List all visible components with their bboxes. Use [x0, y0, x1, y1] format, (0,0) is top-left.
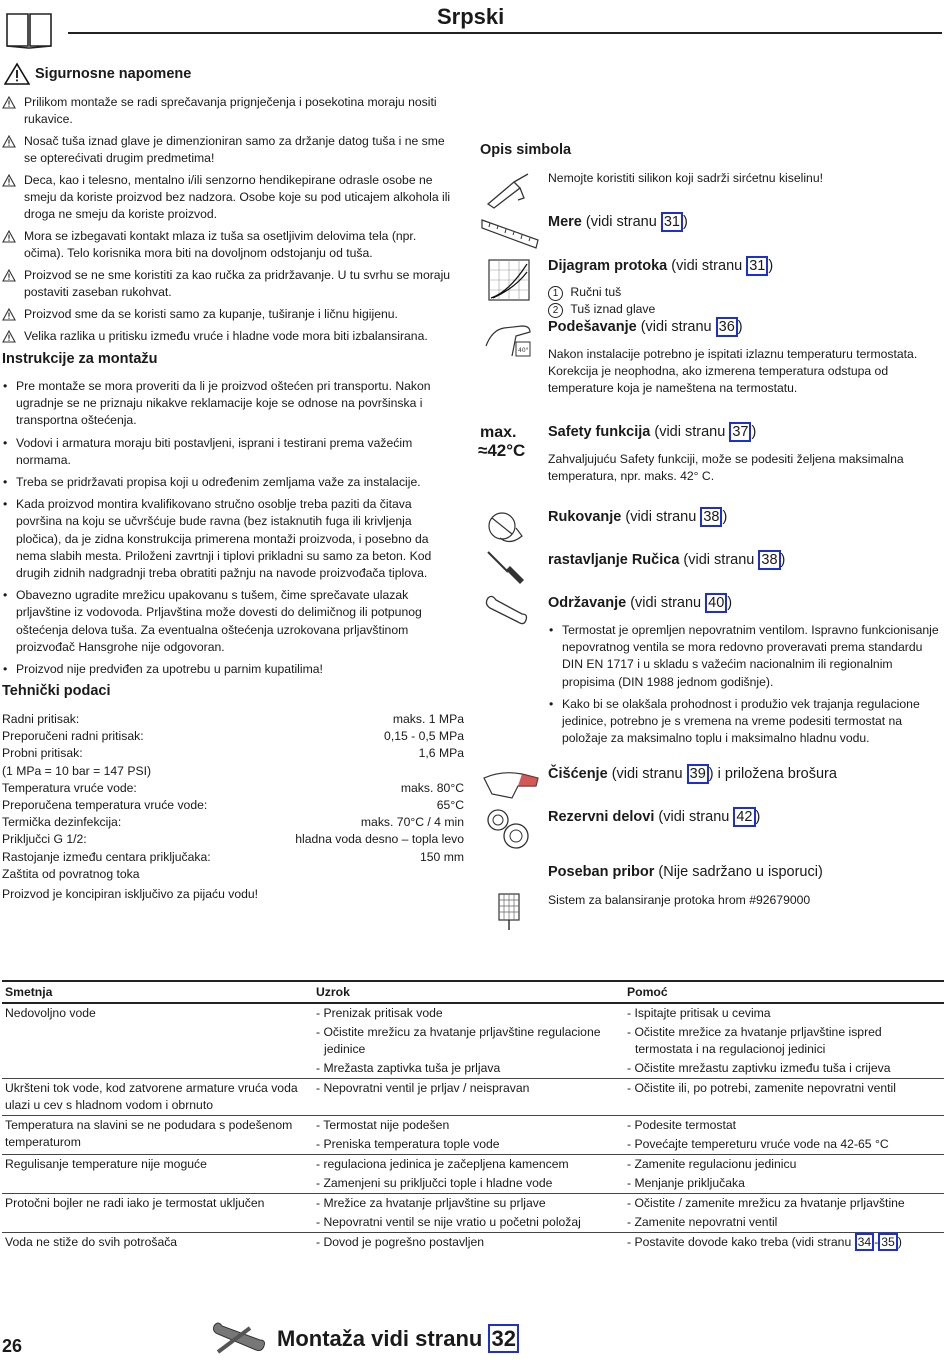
list-item: • Kada proizvod montira kvalifikovano stručno osoblje treba paziti da čitava površina na koju se učvršćuje bude ravna (bez istaknutih fuga ili krivljenja pločica), da je zidna konstrukcija primerena montaži proizvoda, i posebno da nema slabih mesta. Priloženi zavrtnji i tiplovi prikladni su samo za beton. Kod drugih zidnih nadgradnji treba obratiti pažnju na navode proizvođača tiplova.	[2, 496, 455, 582]
list-item: • Pre montaže se mora proveriti da li je proizvod oštećen pri transportu. Nakon ugradnje se ne priznaju nikakve reklamacije koje se odnose na površinska i transportna oštećenja.	[2, 378, 455, 430]
handling-ref: (vidi stranu	[625, 509, 697, 525]
spec-value: 65°C	[436, 797, 464, 812]
installation-list	[2, 378, 455, 683]
silicone-gun-icon	[484, 170, 532, 210]
page-language: Srpski	[437, 4, 505, 29]
table-row	[2, 1155, 944, 1175]
cleaning-heading	[548, 764, 837, 784]
safety-fn-close: )	[751, 424, 757, 440]
installation-title: Instrukcije za montažu	[2, 351, 158, 367]
symbols-title: Opis simbola	[480, 142, 572, 158]
flow-page-link[interactable]: 31	[746, 256, 768, 276]
problem-cell: Temperatura na slavini se ne podudara s podešenom temperaturom	[2, 1116, 313, 1155]
maintenance-list	[548, 622, 943, 752]
list-item: • Treba se pridržavati propisa koji u određenim zemljama važe za instalacije.	[2, 474, 455, 491]
cause-cell: - regulaciona jedinica je začepljena kamencem	[313, 1155, 624, 1175]
spec-label: Temperatura vruće vode:	[2, 780, 137, 795]
spec-label: Termička dezinfekcija:	[2, 815, 122, 830]
spec-label: Preporučena temperatura vruće vode:	[2, 797, 208, 812]
remedy-cell: - Podesite termostat	[624, 1116, 944, 1136]
disassembly-close: )	[780, 552, 786, 568]
technical-title: Tehnički podaci	[2, 683, 111, 699]
spec-row	[2, 728, 464, 745]
spec-row	[2, 711, 464, 728]
safety-fn-ref: (vidi stranu	[654, 424, 726, 440]
adjust-ref: (vidi stranu	[640, 319, 712, 335]
flow-legend-item	[548, 301, 655, 318]
remedy-cell: - Menjanje priključaka	[627, 1176, 745, 1190]
cause-cell: - Mrežice za hvatanje prljavštine su prljave	[313, 1194, 624, 1214]
column-header: Smetnja	[2, 981, 313, 1003]
flow-balancer-icon	[496, 890, 522, 932]
warning-icon	[2, 269, 16, 282]
header-rule	[68, 32, 942, 34]
technical-spec-list	[2, 711, 464, 883]
remedy-cell: - Očistite mrežice za hvatanje prljavštine ispred termostata i na regulacionoj jedinici	[627, 1025, 882, 1056]
svg-text:40°: 40°	[518, 347, 529, 354]
spec-value: maks. 70°C / 4 min	[360, 815, 464, 830]
flow-title: Dijagram protoka	[548, 258, 668, 274]
safety-fn-title: Safety funkcija	[548, 424, 651, 440]
safety-item	[2, 328, 457, 345]
assembly-page-link[interactable]: 32	[488, 1324, 518, 1353]
table-row	[2, 1194, 944, 1214]
table-header-row	[2, 981, 944, 1003]
adjust-heading	[548, 317, 743, 337]
maintenance-ref: (vidi stranu	[630, 595, 702, 611]
adjust-body: Nakon instalacije potrebno je ispitati izlaznu temperaturu termostata. Korekcija je neophodna, ako izmerena temperatura odstupa od temperature koja je nameštena na termostatu.	[548, 347, 918, 396]
handling-close: )	[722, 509, 728, 525]
cause-cell: - Nepovratni ventil se nije vratio u početni položaj	[316, 1215, 581, 1229]
flow-legend-num: 2	[548, 303, 563, 318]
handling-heading	[548, 507, 727, 527]
spec-row	[2, 849, 464, 866]
column-header: Pomoć	[624, 981, 944, 1003]
warning-icon	[2, 96, 16, 109]
table-row	[2, 1003, 944, 1023]
spec-row	[2, 866, 464, 883]
safety-item	[2, 94, 457, 128]
adjust-page-link[interactable]: 36	[716, 317, 738, 337]
spec-row	[2, 780, 464, 797]
safety-fn-heading	[548, 422, 756, 442]
assembly-text: Montaža vidi stranu	[277, 1326, 483, 1351]
flow-ref: (vidi stranu	[671, 258, 743, 274]
cause-cell: - Zamenjeni su priključci tople i hladne vode	[316, 1176, 553, 1190]
table-row	[2, 1079, 944, 1116]
spec-label: Zaštita od povratnog toka	[2, 866, 140, 881]
spare-ref: (vidi stranu	[658, 809, 730, 825]
problem-cell: Regulisanje temperature nije moguće	[2, 1155, 313, 1194]
flow-legend-label: Ručni tuš	[570, 285, 622, 299]
spec-label: Probni pritisak:	[2, 746, 83, 761]
mere-close: )	[682, 214, 688, 230]
list-item: • Proizvod nije predviđen za upotrebu u parnim kupatilima!	[2, 661, 455, 678]
remedy-cell: - Očistite / zamenite mrežicu za hvatanje prljavštine	[624, 1194, 944, 1214]
remedy-cell: - Zamenite nepovratni ventil	[627, 1215, 778, 1229]
disassembly-ref: (vidi stranu	[683, 552, 755, 568]
page-link[interactable]: 35	[878, 1233, 898, 1251]
spec-value: maks. 1 MPa	[392, 712, 464, 726]
problem-cell: Ukršteni tok vode, kod zatvorene armature vruća voda ulazi u cev s hladnom vodom i obrnuto	[2, 1079, 313, 1116]
list-item: • Vodovi i armatura moraju biti postavljeni, isprani i testirani prema važećim normama.	[2, 435, 455, 469]
flow-legend-item	[548, 284, 621, 301]
list-item: • Obavezno ugradite mrežicu upakovanu s tušem, čime sprečavate ulazak prljavštine iz vodovoda. Prljavština može dovesti do delimičnog ili potpunog oštećenja delova tuša. Za eventualna oštećenja uzrokovana prljavštinom proizvođač Hansgrohe nije odgovoran.	[2, 587, 455, 656]
spec-row	[2, 814, 464, 831]
safety-item-text: Proizvod sme da se koristi samo za kupanje, tuširanje i ličnu higijenu.	[24, 307, 398, 321]
cleaning-hand-icon	[482, 764, 542, 804]
problem-cell: Protočni bojler ne radi iako je termostat uključen	[2, 1194, 313, 1233]
troubleshooting-table	[2, 980, 944, 1252]
spec-value: 1,6 MPa	[418, 746, 464, 761]
table-row	[2, 1233, 944, 1253]
spec-row	[2, 797, 464, 814]
warning-icon	[2, 230, 16, 243]
spec-value: maks. 80°C	[400, 780, 464, 795]
cause-cell: - Preniska temperatura tople vode	[316, 1137, 500, 1151]
safety-item	[2, 267, 457, 301]
table-row	[2, 1116, 944, 1136]
warning-icon	[2, 174, 16, 187]
cause-cell: - Mrežasta zaptivka tuša je prljava	[316, 1061, 501, 1075]
page-number: 26	[2, 1336, 23, 1356]
safety-item-text: Mora se izbegavati kontakt mlaza iz tuša sa osetljivim delovima tela (npr. očima). Telo korisnika mora biti na dovoljnom odstojanju od tuša.	[24, 229, 417, 261]
page-link[interactable]: 34	[855, 1233, 875, 1251]
max-temp: ≈42°C	[478, 441, 526, 460]
warning-icon	[4, 62, 30, 86]
safety-item	[2, 172, 457, 224]
spec-label: Priključci G 1/2:	[2, 832, 87, 847]
handling-page-link[interactable]: 38	[700, 507, 722, 527]
safety-fn-body: Zahvaljujuću Safety funkciji, može se podesiti željena maksimalna temperatura, npr. maks. 42° C.	[548, 452, 904, 484]
maintenance-page-link[interactable]: 40	[705, 593, 727, 613]
accessory-body: Sistem za balansiranje protoka hrom #92679000	[548, 893, 811, 907]
handling-title: Rukovanje	[548, 509, 622, 525]
max-label: max.	[480, 424, 517, 441]
flow-diagram-icon	[487, 258, 531, 302]
column-header: Uzrok	[313, 981, 624, 1003]
disassembly-page-link[interactable]: 38	[758, 550, 780, 570]
cause-cell: - Termostat nije podešen	[313, 1116, 624, 1136]
mere-page-link[interactable]: 31	[661, 212, 683, 232]
mere-heading	[548, 212, 688, 232]
accessory-heading	[548, 862, 823, 882]
disassembly-heading	[548, 550, 785, 570]
spec-row	[2, 745, 464, 762]
warning-icon	[2, 330, 16, 343]
cleaning-title: Čišćenje	[548, 766, 608, 782]
remedy-cell: - Ispitajte pritisak u cevima	[627, 1006, 771, 1020]
flow-legend-label: Tuš iznad glave	[570, 302, 656, 316]
spare-page-link[interactable]: 42	[733, 807, 755, 827]
warning-icon	[2, 308, 16, 321]
safety-item-text: Proizvod se ne sme koristiti za kao ručka za pridržavanje. U tu svrhu se moraju postaviti zaseban rukohvat.	[24, 268, 451, 300]
spec-label: Rastojanje između centara priključaka:	[2, 849, 211, 864]
cleaning-page-link[interactable]: 39	[687, 764, 709, 784]
safety-item-text: Prilikom montaže se radi sprečavanja prignječenja i posekotina moraju nositi rukavice.	[24, 95, 437, 127]
warning-icon	[2, 135, 16, 148]
adjust-title: Podešavanje	[548, 319, 637, 335]
wrench-icon	[482, 592, 530, 628]
safety-item	[2, 306, 457, 323]
safety-item	[2, 228, 457, 262]
maintenance-close: )	[727, 595, 733, 611]
problem-cell: Nedovoljno vode	[5, 1006, 96, 1020]
spare-title: Rezervni delovi	[548, 809, 655, 825]
remedy-cell: - Zamenite regulacionu jedinicu	[624, 1155, 944, 1175]
safety-title: Sigurnosne napomene	[35, 66, 192, 82]
tools-icon	[210, 1318, 270, 1358]
screwdriver-icon	[484, 546, 528, 586]
safety-item-text: Velika razlika u pritisku između vruće i hladne vode mora biti izbalansirana.	[24, 329, 428, 343]
cause-cell: - Očistite mrežicu za hvatanje prljavštine regulacione jedinice	[316, 1025, 601, 1056]
spec-row	[2, 763, 464, 780]
silicone-warning: Nemojte koristiti silikon koji sadrži sirćetnu kiselinu!	[548, 171, 823, 185]
spare-close: )	[755, 809, 761, 825]
thermometer-hand-icon	[482, 316, 538, 360]
accessory-title: Poseban pribor	[548, 864, 655, 880]
safety-item	[2, 133, 457, 167]
remedy-cell: - Očistite mrežastu zaptivku između tuša i crijeva	[627, 1061, 891, 1075]
cleaning-close: ) i priložena brošura	[708, 766, 837, 782]
flow-close: )	[768, 258, 774, 274]
cause-cell: - Prenizak pritisak vode	[316, 1006, 443, 1020]
spec-label: Preporučeni radni pritisak:	[2, 729, 144, 744]
handle-turn-icon	[484, 508, 528, 548]
spec-value: 0,15 - 0,5 MPa	[384, 729, 464, 744]
flow-heading	[548, 256, 773, 276]
remedy-cell: - Postavite dovode kako treba (vidi stranu 34 - 35 )	[624, 1233, 944, 1253]
spec-label: (1 MPa = 10 bar = 147 PSI)	[2, 763, 152, 778]
flow-legend-num: 1	[548, 286, 563, 301]
ruler-icon	[480, 214, 540, 254]
maintenance-heading	[548, 593, 732, 613]
accessory-ref: (Nije sadržano u isporuci)	[658, 864, 823, 880]
spec-value: 150 mm	[419, 849, 464, 864]
mere-title: Mere	[548, 214, 582, 230]
remedy-cell: - Očistite ili, po potrebi, zamenite nepovratni ventil	[624, 1079, 944, 1116]
safety-item-text: Nosač tuša iznad glave je dimenzioniran samo za držanje datog tuša i ne sme se opterećivati drugim predmetima!	[24, 134, 445, 166]
manual-book-icon	[4, 8, 54, 50]
list-item: • Termostat je opremljen nepovratnim ventilom. Ispravno funkcionisanje nepovratnog ventila se mora redovno proveravati prema standardu DIN EN 1717 i u skladu s važećim nacionalnim ili regionalnim propisima (DIN 1988 jednom godišnje).	[548, 622, 943, 691]
adjust-close: )	[737, 319, 743, 335]
cause-cell: - Dovod je pogrešno postavljen	[313, 1233, 624, 1253]
problem-cell: Voda ne stiže do svih potrošača	[2, 1233, 313, 1253]
safety-fn-page-link[interactable]: 37	[729, 422, 751, 442]
assembly-reference	[277, 1326, 519, 1352]
remedy-cell: - Povećajte tempereturu vruće vode na 42-65 °C	[627, 1137, 889, 1151]
spec-label: Radni pritisak:	[2, 712, 80, 726]
spec-value: hladna voda desno – topla levo	[295, 832, 464, 847]
maintenance-title: Održavanje	[548, 595, 627, 611]
technical-note: Proizvod je koncipiran isključivo za pijaću vodu!	[2, 887, 259, 901]
spare-heading	[548, 807, 760, 827]
disassembly-title: rastavljanje Ručica	[548, 552, 680, 568]
spec-row	[2, 831, 464, 848]
mere-ref: (vidi stranu	[585, 214, 657, 230]
list-item: • Kako bi se olakšala prohodnost i produžio vek trajanja regulacione jedinice, potrebno je s vremena na vreme podesiti termostat na položaje za maksimalno toplu i maksimalno hladnu vodu.	[548, 696, 943, 748]
cleaning-ref: (vidi stranu	[611, 766, 683, 782]
spare-parts-icon	[484, 806, 534, 850]
cause-cell: - Nepovratni ventil je prljav / neispravan	[313, 1079, 624, 1116]
safety-item-text: Deca, kao i telesno, mentalno i/ili senzorno hendikepirane odrasle osobe ne smeju da koriste proizvod bez nadzora. Osobe koje su pod uticajem alkohola ili droga ne smeju da koriste proizvod.	[24, 173, 451, 222]
